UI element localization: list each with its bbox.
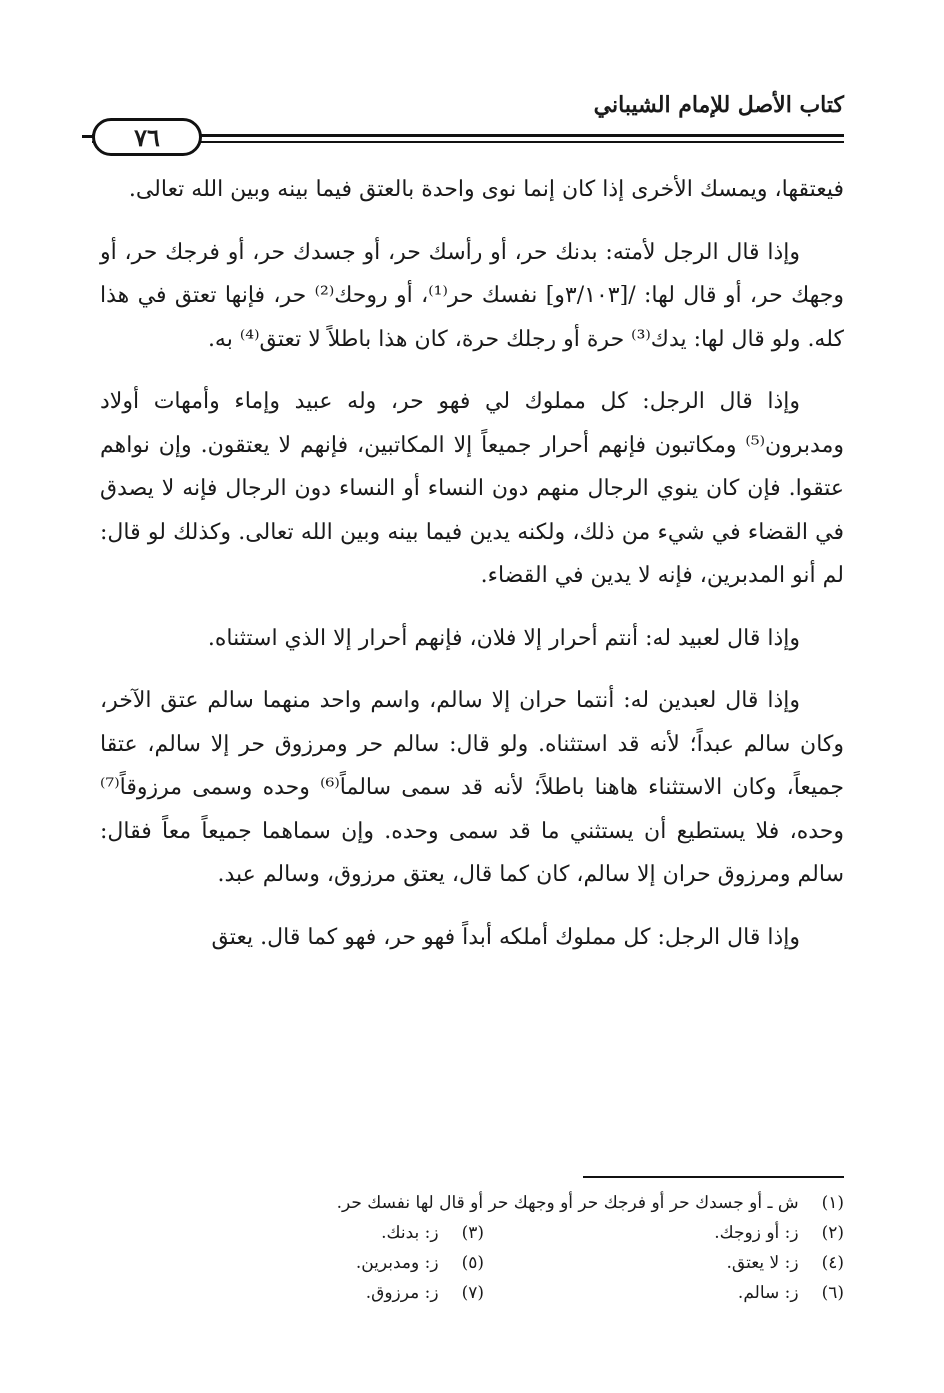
- footnote-row: [100, 1218, 844, 1248]
- paragraph: فيعتقها، ويمسك الأخرى إذا كان إنما نوى واحدة بالعتق فيما بينه وبين الله تعالى.: [128, 177, 844, 202]
- footnote-number: (١): [821, 1193, 844, 1213]
- footnote-number: (٣): [461, 1223, 484, 1243]
- footnote-text: ش ـ أو جسدك حر أو فرجك حر أو وجهك حر أو قال لها نفسك حر.: [336, 1193, 799, 1213]
- footnote-4: [484, 1248, 844, 1278]
- footnote-number: (٦): [821, 1283, 844, 1303]
- footnote-row: [100, 1278, 844, 1308]
- footnote-text: ز: سالم.: [737, 1283, 799, 1303]
- footnote-number: (٤): [821, 1253, 844, 1273]
- footnote-text: ز: لا يعتق.: [726, 1253, 799, 1273]
- paragraph: وإذا قال لعبيد له: أنتم أحرار إلا فلان، فإنهم أحرار إلا الذي استثناه.: [207, 625, 800, 651]
- header-rule-thin: [92, 141, 844, 143]
- footnote-number: (٧): [461, 1283, 484, 1303]
- footnote-1: [100, 1188, 844, 1218]
- footnote-number: (٢): [821, 1223, 844, 1243]
- footnote-text: ز: مرزوق.: [365, 1283, 439, 1303]
- paragraph: وإذا قال الرجل: كل مملوك أملكه أبداً فهو حر، فهو كما قال. يعتق: [211, 924, 800, 950]
- paragraph: وإذا قال الرجل: كل مملوك لي فهو حر، وله عبيد وإماء وأمهات أولاد ومدبرون⁽⁵⁾ ومكاتبون فإنهم أحرار جميعاً إلا المكاتبين، فإنهم لا يعتقون. وإن نواهم عتقوا. فإن كان ينوي الرجال منهم دون النساء أو النساء دون الرجال فإنه لا يصدق في القضاء في شيء من ذلك، ولكنه يدين فيما بينه وبين الله تعالى. وكذلك لو قال: لم أنو المدبرين، فإنه لا يدين في القضاء.: [100, 389, 845, 588]
- header-rule-thick: [92, 134, 844, 137]
- paragraph: وإذا قال لعبدين له: أنتما حران إلا سالم، واسم واحد منهما سالم عتق الآخر، وكان سالم عبداً؛ لأنه قد استثناه. ولو قال: سالم حر ومرزوق حر إلا سالم، عتقا جميعاً، وكان الاستثناء هاهنا باطلاً؛ لأنه قد سمى سالماً⁽⁶⁾ وحده وسمى مرزوقاً⁽⁷⁾ وحده، فلا يستطيع أن يستثني ما قد سمى وحده. وإن سماهما جميعاً معاً فقال: سالم ومرزوق حران إلا سالم، كان كما قال، يعتق مرزوق، وسالم عبد.: [100, 688, 844, 887]
- footnote-text: ز: أو زوجك.: [714, 1223, 799, 1243]
- footnote-5: [124, 1248, 484, 1278]
- footnote-text: ز: بدنك.: [381, 1223, 439, 1243]
- footnote-2: [484, 1218, 844, 1248]
- paragraph: وإذا قال الرجل لأمته: بدنك حر، أو رأسك حر، أو جسدك حر، أو فرجك حر، أو وجهك حر، أو قال لها: /[٣/١٠٣و] نفسك حر⁽¹⁾، أو روحك⁽²⁾ حر، فإنها تعتق في هذا كله. ولو قال لها: يدك⁽³⁾ حرة أو رجلك حرة، كان هذا باطلاً لا تعتق⁽⁴⁾ به.: [100, 239, 845, 352]
- footnotes: [100, 1188, 844, 1308]
- footnote-7: [124, 1278, 484, 1308]
- main-text: [100, 168, 844, 978]
- page-number: ٧٦: [134, 122, 160, 152]
- footnote-row: [100, 1248, 844, 1278]
- footnote-text: ز: ومدبرين.: [355, 1253, 439, 1273]
- footnote-number: (٥): [461, 1253, 484, 1273]
- page-number-badge: [92, 118, 202, 156]
- footnote-separator: [583, 1176, 844, 1178]
- footnote-3: [124, 1218, 484, 1248]
- footnote-6: [484, 1278, 844, 1308]
- running-header-title: كتاب الأصل للإمام الشيباني: [593, 92, 844, 118]
